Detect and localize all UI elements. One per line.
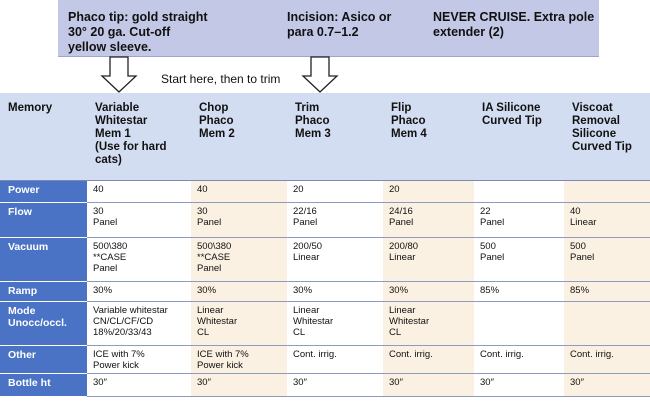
table-cell — [287, 180, 383, 202]
cell-line: 30″ — [197, 376, 211, 388]
cell-line: 500 — [570, 240, 586, 252]
table-cell — [191, 281, 287, 301]
table-row — [0, 180, 650, 202]
table-cell — [287, 202, 383, 237]
note-line: NEVER CRUISE. Extra pole — [433, 10, 595, 24]
phaco-settings-table — [0, 93, 650, 397]
cell-line: Phaco — [295, 115, 330, 127]
cell-line: 40 — [570, 205, 581, 217]
cell-line: Mem 4 — [391, 128, 427, 140]
corner-header: Memory — [0, 93, 87, 180]
table-cell — [87, 345, 191, 373]
cell-line: 40 — [93, 183, 104, 195]
cell-line: 30 — [197, 205, 208, 217]
cell-line: 30% — [197, 284, 217, 296]
cell-line: 30″ — [480, 376, 494, 388]
table-cell — [87, 281, 191, 301]
cell-line: Panel — [197, 262, 222, 274]
table-cell — [474, 301, 564, 345]
table-cell — [87, 237, 191, 281]
incision-note — [287, 10, 391, 40]
row-header-mode — [0, 301, 87, 345]
cell-line: Mode — [8, 304, 36, 317]
cell-line: Panel — [480, 216, 505, 228]
table-cell — [564, 202, 650, 237]
cell-line: Vacuum — [8, 240, 49, 253]
row-header-ramp — [0, 281, 87, 301]
cell-line: Other — [8, 348, 37, 361]
table-cell — [287, 281, 383, 301]
table-cell — [287, 301, 383, 345]
note-line: para 0.7–1.2 — [287, 25, 359, 39]
cell-line: (Use for hard — [95, 141, 167, 153]
cell-line: Mem 2 — [199, 128, 235, 140]
table-cell — [564, 237, 650, 281]
cell-line: Mem 3 — [295, 128, 331, 140]
cell-line: 22 — [480, 205, 491, 217]
table-cell — [474, 281, 564, 301]
cell-line: Linear — [197, 304, 224, 316]
cell-line: Linear — [293, 304, 320, 316]
cell-line: Unocc/occl. — [8, 316, 67, 329]
column-header-5 — [474, 93, 564, 180]
cell-line: Linear — [570, 216, 597, 228]
cell-line: cats) — [95, 154, 122, 166]
cell-line: Variable — [95, 102, 140, 114]
note-line: yellow sleeve. — [68, 40, 152, 54]
cell-line: Phaco — [199, 115, 234, 127]
cell-line: 20 — [293, 183, 304, 195]
table-cell — [191, 345, 287, 373]
table-cell — [474, 180, 564, 202]
cell-line: CN/CL/CF/CD — [93, 315, 154, 327]
note-line: Phaco tip: gold straight — [68, 10, 208, 24]
cell-line: 18%/20/33/43 — [93, 326, 152, 338]
cell-line: 30% — [389, 284, 409, 296]
cell-line: Panel — [197, 216, 222, 228]
table-cell — [383, 301, 474, 345]
note-line: 30° 20 ga. Cut-off — [68, 25, 171, 39]
table-cell — [87, 373, 191, 396]
table-cell — [564, 301, 650, 345]
cell-line: ICE with 7% — [197, 348, 249, 360]
cell-line: 30″ — [293, 376, 307, 388]
table-row — [0, 237, 650, 281]
cell-line: CL — [389, 326, 402, 338]
table-row — [0, 345, 650, 373]
cell-line: Flow — [8, 205, 32, 218]
table-row — [0, 373, 650, 396]
table-row — [0, 202, 650, 237]
cell-line: 24/16 — [389, 205, 413, 217]
cell-line: Variable whitestar — [93, 304, 168, 316]
cell-line: 200/80 — [389, 240, 419, 252]
cell-line: Ramp — [8, 284, 38, 297]
cell-line: **CASE — [197, 251, 231, 263]
never-cruise-note — [433, 10, 594, 40]
cell-line: 500 — [480, 240, 496, 252]
cell-line: Panel — [93, 216, 118, 228]
cell-line: 22/16 — [293, 205, 317, 217]
table-cell — [191, 373, 287, 396]
note-line: Incision: Asico or — [287, 10, 392, 24]
cell-line: 30″ — [93, 376, 107, 388]
cell-line: Panel — [480, 251, 505, 263]
cell-line: ICE with 7% — [93, 348, 145, 360]
row-header-other — [0, 345, 87, 373]
cell-line: Panel — [570, 251, 595, 263]
column-header-2 — [191, 93, 287, 180]
table-row — [0, 301, 650, 345]
table-header-row — [0, 93, 650, 180]
cell-line: IA Silicone — [482, 102, 541, 114]
cell-line: Curved Tip — [482, 115, 542, 127]
cell-line: Cont. irrig. — [293, 348, 337, 360]
cell-line: 30″ — [389, 376, 403, 388]
cell-line: Linear — [389, 251, 416, 263]
cell-line: Power kick — [93, 359, 139, 371]
table-cell — [383, 345, 474, 373]
cell-line: Whitestar — [293, 315, 334, 327]
cell-line: Power — [8, 183, 40, 196]
table-cell — [191, 237, 287, 281]
column-header-1 — [87, 93, 191, 180]
cell-line: Chop — [199, 102, 229, 114]
cell-line: 30″ — [570, 376, 584, 388]
row-header-vacuum — [0, 237, 87, 281]
cell-line: Whitestar — [389, 315, 430, 327]
cell-line: 85% — [570, 284, 590, 296]
table-cell — [87, 180, 191, 202]
note-line: extender (2) — [433, 25, 504, 39]
cell-line: 30% — [93, 284, 113, 296]
table-cell — [383, 180, 474, 202]
cell-line: Cont. irrig. — [480, 348, 524, 360]
cell-line: Bottle ht — [8, 376, 51, 389]
table-cell — [191, 301, 287, 345]
table-cell — [191, 180, 287, 202]
cell-line: Panel — [293, 216, 318, 228]
table-cell — [287, 237, 383, 281]
table-cell — [564, 281, 650, 301]
cell-line: **CASE — [93, 251, 127, 263]
cell-line: Silicone — [572, 128, 617, 140]
cell-line: Curved Tip — [572, 141, 632, 153]
table-cell — [474, 373, 564, 396]
row-header-bottle-ht — [0, 373, 87, 396]
cell-line: Linear — [389, 304, 416, 316]
cell-line: Trim — [295, 102, 320, 114]
cell-line: Whitestar — [197, 315, 238, 327]
table-cell — [191, 202, 287, 237]
cell-line: 500\380 — [197, 240, 232, 252]
table-cell — [474, 345, 564, 373]
table-cell — [474, 202, 564, 237]
table-cell — [287, 345, 383, 373]
start-here-note: Start here, then to trim — [161, 72, 281, 86]
cell-line: CL — [293, 326, 306, 338]
column-header-4 — [383, 93, 474, 180]
cell-line: Panel — [389, 216, 414, 228]
cell-line: Cont. irrig. — [389, 348, 433, 360]
cell-line: 40 — [197, 183, 208, 195]
column-header-6 — [564, 93, 650, 180]
table-cell — [87, 301, 191, 345]
cell-line: 30% — [293, 284, 313, 296]
cell-line: Viscoat — [572, 102, 613, 114]
down-arrow-icon — [301, 56, 339, 94]
table-cell — [383, 202, 474, 237]
table-cell — [383, 237, 474, 281]
column-header-3 — [287, 93, 383, 180]
cell-line: Power kick — [197, 359, 243, 371]
down-arrow-icon — [100, 56, 138, 94]
table-cell — [564, 373, 650, 396]
phaco-tip-note — [68, 10, 208, 55]
table-cell — [383, 281, 474, 301]
cell-line: CL — [197, 326, 210, 338]
row-header-power — [0, 180, 87, 202]
cell-line: 200/50 — [293, 240, 323, 252]
table-row — [0, 281, 650, 301]
cell-line: Cont. irrig. — [570, 348, 614, 360]
cell-line: Whitestar — [95, 115, 148, 127]
table-cell — [474, 237, 564, 281]
cell-line: Flip — [391, 102, 412, 114]
cell-line: Mem 1 — [95, 128, 131, 140]
cell-line: 85% — [480, 284, 500, 296]
cell-line: 500\380 — [93, 240, 128, 252]
row-header-flow — [0, 202, 87, 237]
cell-line: Removal — [572, 115, 620, 127]
table-cell — [383, 373, 474, 396]
cell-line: Linear — [293, 251, 320, 263]
cell-line: Phaco — [391, 115, 426, 127]
table-cell — [564, 180, 650, 202]
cell-line: Panel — [93, 262, 118, 274]
table-cell — [564, 345, 650, 373]
cell-line: 30 — [93, 205, 104, 217]
table-cell — [87, 202, 191, 237]
cell-line: 20 — [389, 183, 400, 195]
table-cell — [287, 373, 383, 396]
